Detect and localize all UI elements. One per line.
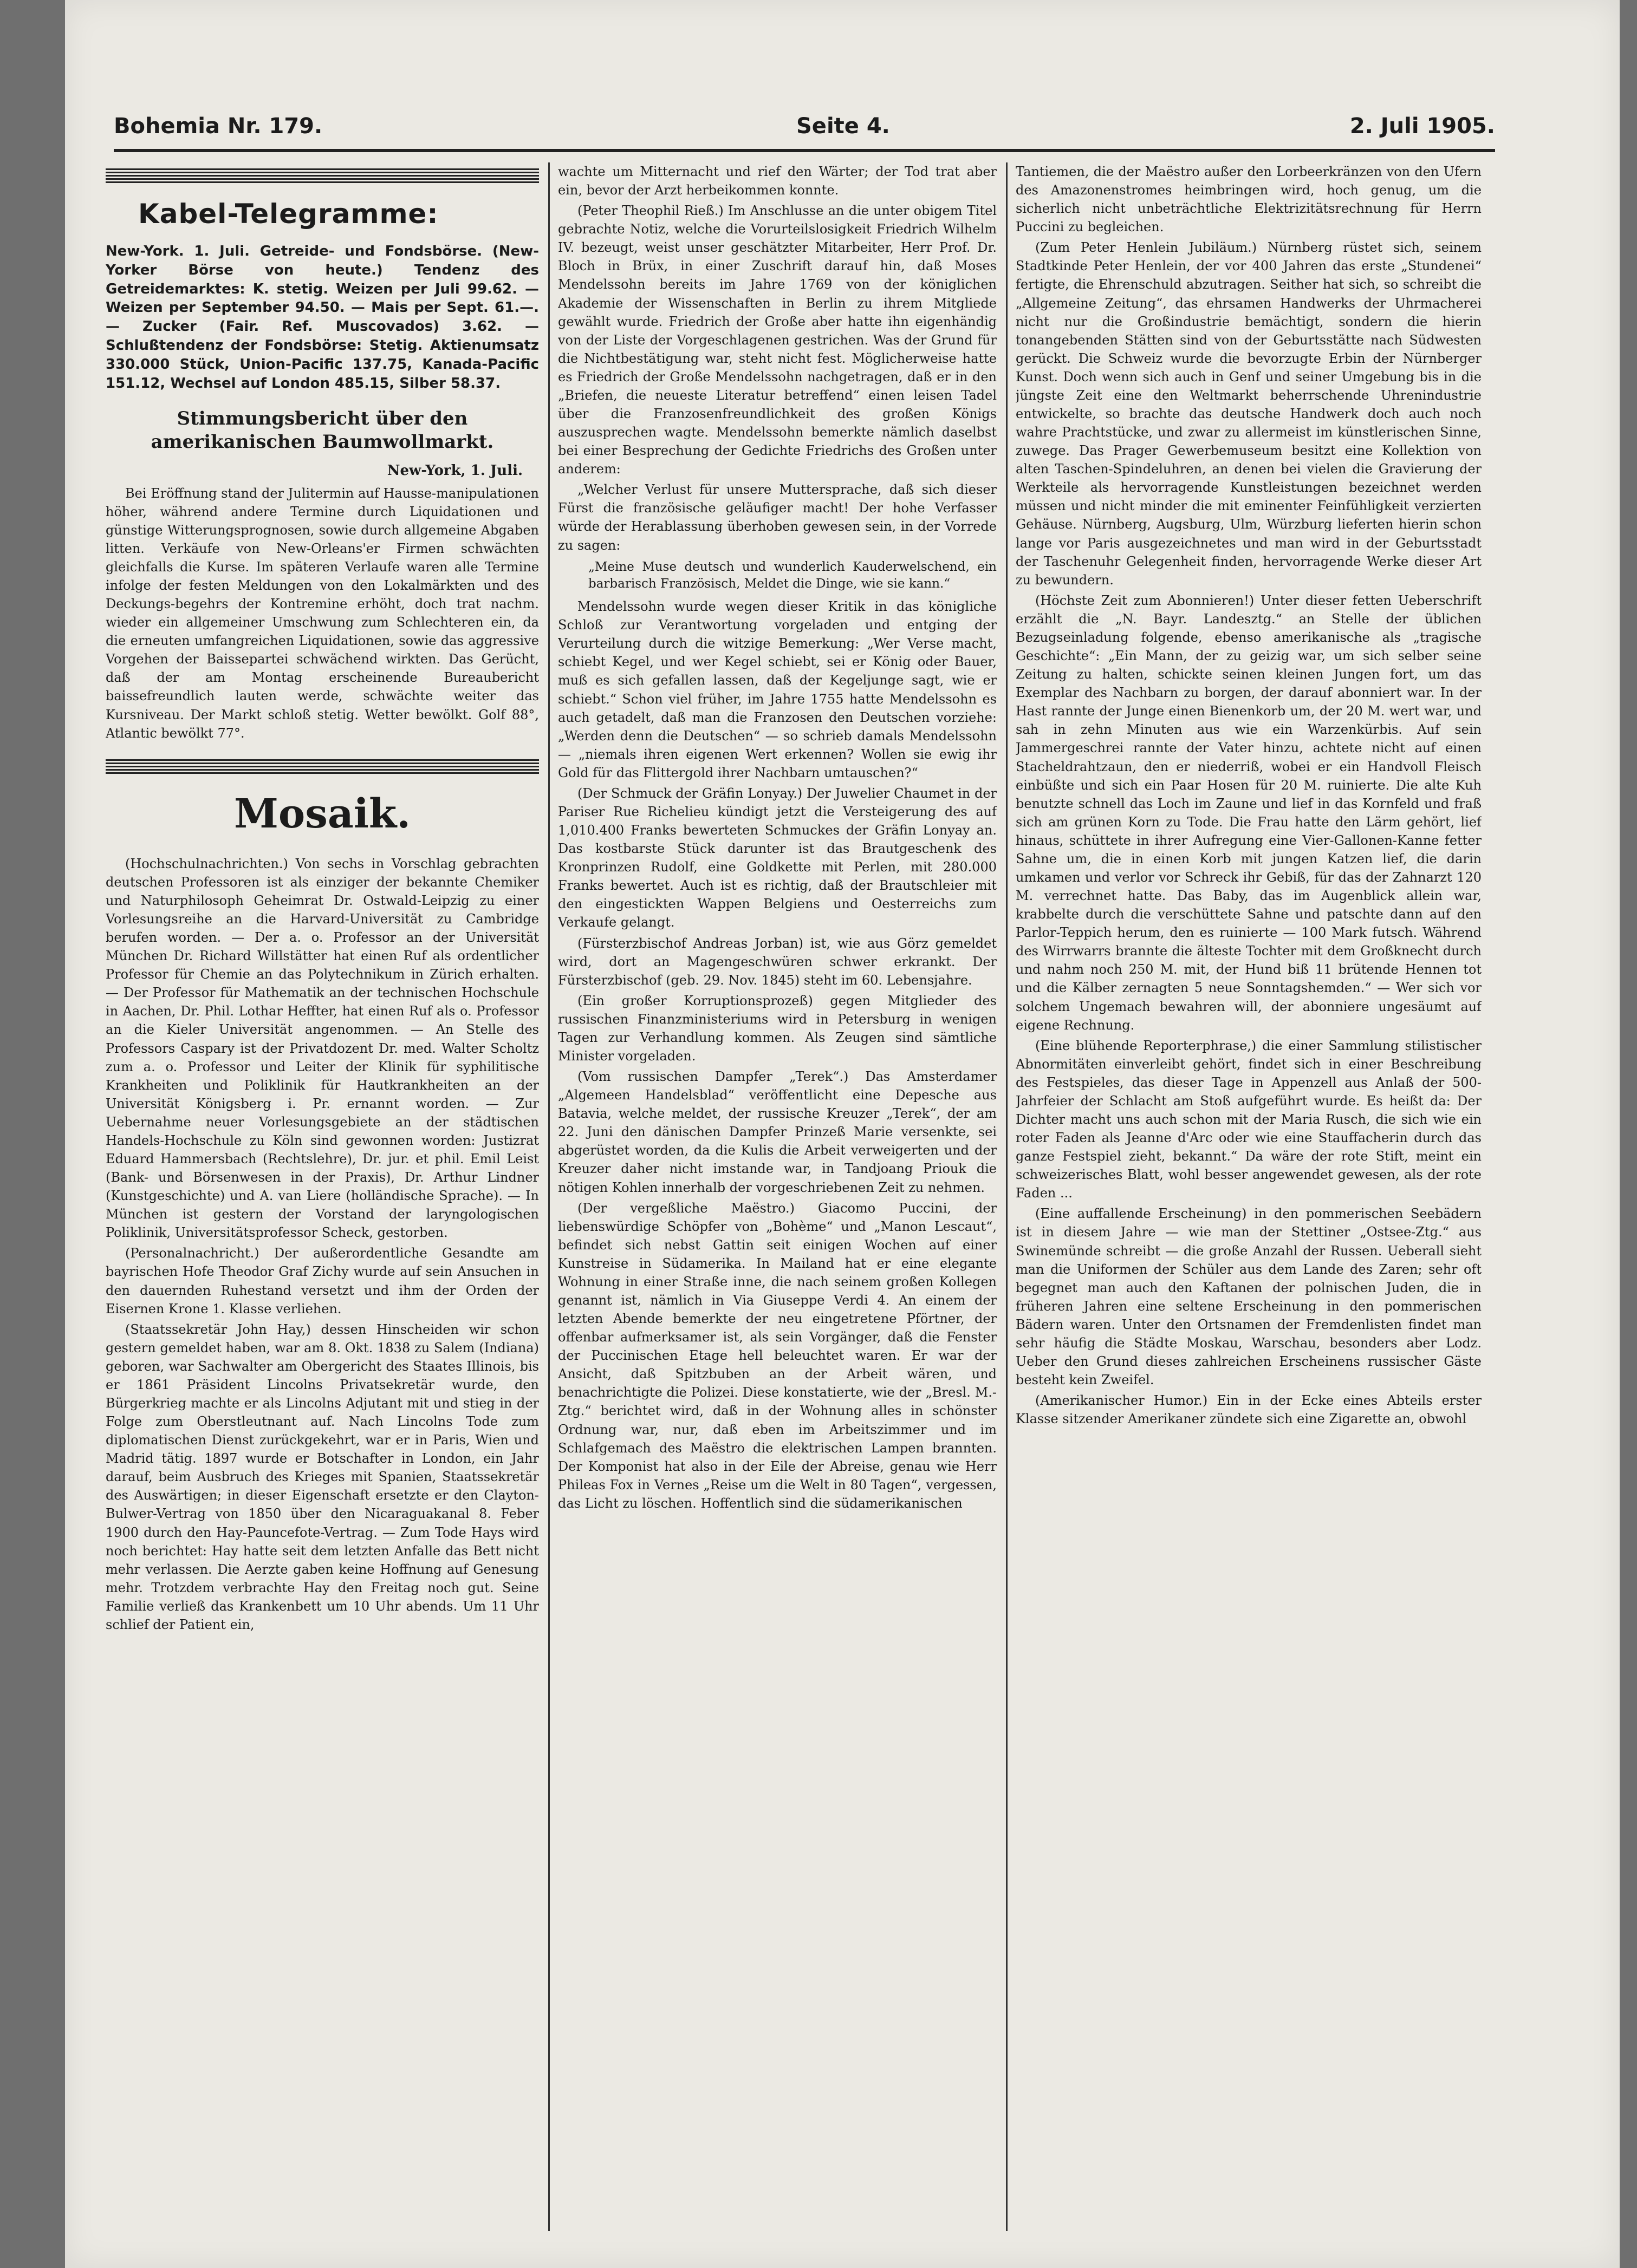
baumwolle-dateline: New-York, 1. Juli.	[387, 462, 523, 479]
article-peter-theophil-riess: (Peter Theophil Rieß.) Im Anschlusse an die unter obigem Titel gebrachte Notiz, welche die Vorurteilslosigkeit Friedrich Wilhelm IV. bezeugt, weist unser geschätzter Mitarbeiter, Herr Prof. Dr. Bloch in Brüx, in einer Zuschrift darauf hin, daß Moses Mendelssohn bereits im Jahre 1769 von der königlichen Akademie der Wissenschaften in Berlin zu ihrem Mitgliede gewählt wurde. Friedrich der Große aber hatte ihn eigenhändig von der Liste der Vorgeschlagenen gestrichen. Was der Grund für die Nichtbestätigung war, steht nicht fest. Möglicherweise hatte es Friedrich der Große Mendelssohn nachgetragen, daß er in den „Briefen, die neueste Literatur betreffend“ einen leisen Tadel über die Franzosenfreundlichkeit des großen Königs auszusprechen wagte. Mendelssohn bemerkte nämlich daselbst bei einer Besprechung der Gedichte Friedrichs des Großen unter anderem:	[558, 203, 997, 477]
article-auffallende-erscheinung: (Eine auffallende Erscheinung) in den pommerischen Seebädern ist in diesem Jahre — wie man der Stettiner „Ostsee-Ztg.“ aus Swinemünde schreibt — die große Anzahl der Russen. Ueberall sieht man die Uniformen der Schüler aus dem Lande des Zaren; sehr oft begegnet man auch den Kaftanen der polnischen Juden, die in früheren Jahren eine seltene Erscheinung in den pommerischen Bädern waren. Unter den Ortsnamen der Fremdenlisten findet man sehr häufig die Städte Moskau, Warschau, besonders aber Lodz. Ueber den Grund dieses zahlreichen Erscheinens russischer Gäste besteht kein Zweifel.	[1016, 1206, 1482, 1388]
column-rule-left	[548, 162, 550, 2231]
article-hochschulnachrichten: (Hochschulnachrichten.) Von sechs in Vorschlag gebrachten deutschen Professoren ist als einziger der bekannte Chemiker und Naturphilosoph Geheimrat Dr. Ostwald-Leipzig zu einer Vorlesungsreihe an die Harvard-Universität zu Cambridge berufen worden. — Der a. o. Professor an der Universität München Dr. Richard Willstätter hat einen Ruf als ordentlicher Professor für Chemie an das Polytechnikum in Zürich erhalten. — Der Professor für Mathematik an der technischen Hochschule in Aachen, Dr. Phil. Lothar Heffter, hat einen Ruf als o. Professor an die Kieler Universität angenommen. — An Stelle des Professors Caspary ist der Privatdozent Dr. med. Walter Scholtz zum a. o. Professor und Leiter der Klinik für syphilitische Krankheiten und Poliklinik für Hautkrankheiten an der Universität Königsberg i. Pr. ernannt worden. — Zur Uebernahme neuer Vorlesungsgebiete an der städtischen Handels-Hochschule zu Köln sind gewonnen worden: Justizrat Eduard Hammersbach (Rechtslehre), Dr. jur. et phil. Emil Leist (Bank- und Börsenwesen in der Praxis), Dr. Arthur Lindner (Kunstgeschichte) und A. van Liere (holländische Sprache). — In München ist gestern der Vorstand der laryngologischen Poliklinik, Universitätsprofessor Scheck, gestorben.	[106, 856, 539, 1241]
article-korruptionsprozess: (Ein großer Korruptionsprozeß) gegen Mitglieder des russischen Finanzministeriums wird in Petersburg in wenigen Tagen zur Verhandlung kommen. Als Zeugen sind sämtliche Minister vorgeladen.	[558, 993, 997, 1064]
quote-muse-verse: „Meine Muse deutsch und wunderlich Kauderwelschend, ein barbarisch Französisch, Meldet die Dinge, wie sie kann.“	[588, 559, 997, 591]
article-schmuck-graefin: (Der Schmuck der Gräfin Lonyay.) Der Juwelier Chaumet in der Pariser Rue Richelieu kündigt jetzt die Versteigerung des auf 1,010.400 Franks bewerteten Schmuckes der Gräfin Lonyay an. Das kostbarste Stück darunter ist das Brautgeschenk des Kronprinzen Rudolf, eine Goldkette mit Perlen, mit 280.000 Franks bewertet. Auch ist es richtig, daß der Brautschleier mit den eingestickten Wappen Belgiens und Oesterreichs zum Verkaufe gelangt.	[558, 785, 997, 930]
hatched-rule	[106, 759, 539, 774]
article-fuersterzbischof: (Fürsterzbischof Andreas Jorban) ist, wie aus Görz gemeldet wird, dort an Magengeschwüren schwer erkrankt. Der Fürsterzbischof (geb. 29. Nov. 1845) steht im 60. Lebensjahre.	[558, 935, 997, 988]
column-2	[558, 162, 997, 2231]
header-publication: Bohemia Nr. 179.	[114, 114, 323, 139]
article-peter-henlein: (Zum Peter Henlein Jubiläum.) Nürnberg rüstet sich, seinem Stadtkinde Peter Henlein, der vor 400 Jahren das erste „Stundenei“ fertigte, die Ehrenschuld abzutragen. Seither hat sich, so schreibt die „Allgemeine Zeitung“, das ehrsamen Handwerks der Uhrmacherei nicht nur die Großindustrie bemächtigt, sondern die hierin tonangebenden Stätten sind von der Geburtsstätte nach Südwesten gerückt. Die Schweiz wurde die bevorzugte Erbin der Nürnberger Kunst. Doch wenn sich auch in Genf und seiner Umgebung bis in die jüngste Zeit eine den Weltmarkt beherrschende Uhrenindustrie entwickelte, so brachte das deutsche Handwerk doch auch noch wahre Prachtstücke, und zwar zu allermeist im künstlerischen Sinne, zuwege. Das Prager Gewerbemuseum besitzt eine Kollektion von alten Taschen-Spindeluhren, an denen bei vielen die Gravierung der Werkteile als hervorragende Kunstleistungen bezeichnet werden müssen und nicht minder die mit eminenter Feinfühligkeit verzierten Gehäuse. Nürnberg, Augsburg, Ulm, Würzburg lieferten hierin schon lange vor Paris ausgezeichnetes und man wird in der Geburtsstadt der Taschenuhr Gelegenheit finden, hervorragende Werke dieser Art zu bewundern.	[1016, 240, 1482, 588]
quote-muttersprache: „Welcher Verlust für unsere Muttersprache, daß sich dieser Fürst die französische geläufiger macht! Der hohe Verfasser würde der Herablassung überhoben gewesen sein, in der Vorrede zu sagen:	[558, 482, 997, 553]
kabel-telegramme-title: Kabel-Telegramme:	[138, 198, 439, 230]
column-rule-right	[1006, 162, 1008, 2231]
article-russischer-dampfer: (Vom russischen Dampfer „Terek“.) Das Amsterdamer „Algemeen Handelsblad“ veröffentlicht eine Depesche aus Batavia, welche meldet, der russische Kreuzer „Terek“, der am 22. Juni den dänischen Dampfer Prinzeß Marie versenkte, sei abgerüstet worden, da die Kulis die Arbeit verweigerten und der Kreuzer daher nicht imstande war, in Tandjoang Priouk die nötigen Kohlen innerhalb der vorgeschriebenen Zeit zu nehmen.	[558, 1069, 997, 1195]
mosaik-title: Mosaik.	[233, 790, 411, 837]
article-reporterphrase: (Eine blühende Reporterphrase,) die einer Sammlung stilistischer Abnormitäten einverleibt gehört, findet sich in einer Beschreibung des Festspieles, das dieser Tage in Appenzell aus Anlaß der 500-Jahrfeier der Schlacht am Stoß aufgeführt wurde. Es heißt da: Der Dichter macht uns auch schon mit der Maria Rusch, die sich wie ein roter Faden als Jeanne d'Arc oder wie eine Stauffacherin durch das ganze Festspiel zieht, bekannt.“ Da wäre der rote Stift, meint ein schweizerisches Blatt, wohl besser angewendet gewesen, als der rote Faden ...	[1016, 1038, 1482, 1201]
article-john-hay-continued: wachte um Mitternacht und rief den Wärter; der Tod trat aber ein, bevor der Arzt herbeikommen konnte.	[558, 164, 997, 198]
article-abonnieren: (Höchste Zeit zum Abonnieren!) Unter dieser fetten Ueberschrift erzählt die „N. Bayr. Landesztg.“ an Stelle der üblichen Bezugseinladung folgende, ebenso amerikanische als „tragische Geschichte“: „Ein Mann, der zu geizig war, um sich selber seine Zeitung zu halten, schickte seinen kleinen Jungen fort, um das Exemplar des Nachbarn zu borgen, der darauf abonniert war. In der Hast rannte der Junge einen Bienenkorb um, der 20 M. wert war, und sah in zehn Minuten aus wie ein Warzenkürbis. Auf sein Jammergeschrei rannte der Vater hinzu, achtete nicht auf einen Stacheldrahtzaun, den er niederriß, wobei er ein Handvoll Fleisch einbüßte und sich ein Paar Hosen für 20 M. ruinierte. Die alte Kuh benutzte schnell das Loch im Zaune und lief in das Kornfeld und fraß sich am grünen Korn zu Tode. Die Frau hatte den Lärm gehört, lief hinaus, schüttete in ihrer Aufregung eine Vier-Gallonen-Kanne fetter Sahne um, die in einen Korb mit jungen Katzen lief, die darin umkamen und verlor vor Schreck ihr Gebiß, für das der Zahnarzt 120 M. verrechnet hatte. Das Baby, das im Augenblick allein war, krabbelte durch die verschüttete Sahne und patschte dann auf den Parlor-Teppich herum, den es ruinierte — 100 Mark futsch. Während des Wirrwarrs brannte die älteste Tochter mit dem Großknecht durch und nahm noch 250 M. mit, der Hund biß 11 brütende Hennen tot und die Kälber zernagten 5 neue Sonntagshemden.“ — Wer sich vor solchem Ungemach bewahren will, der abonniere ungesäumt auf eigene Rechnung.	[1016, 592, 1482, 1033]
hatched-rule	[106, 168, 539, 183]
header-page-number: Seite 4.	[796, 114, 890, 139]
article-maestro-continued: Tantiemen, die der Maëstro außer den Lorbeerkränzen von den Ufern des Amazonenstromes heimbringen wird, hoch genug, um die sicherlich nicht unbeträchtliche Elektrizitätsrechnung für Herrn Puccini zu begleichen.	[1016, 164, 1482, 235]
baumwolle-title: Stimmungsbericht über den amerikanischen Baumwollmarkt.	[151, 407, 494, 453]
header-date: 2. Juli 1905.	[1349, 114, 1495, 139]
column-1	[106, 162, 539, 2231]
article-vergesslicher-maestro: (Der vergeßliche Maëstro.) Giacomo Puccini, der liebenswürdige Schöpfer von „Bohème“ und „Manon Lescaut“, befindet sich nebst Gattin seit einigen Wochen auf einer Kunstreise in Südamerika. In Mailand hat er eine elegante Wohnung in einer Straße inne, die nach seinem großen Kollegen genannt ist, nämlich in Via Giuseppe Verdi 4. An einem der letzten Abende bemerkte der neu eingetretene Pförtner, der offenbar aufmerksamer ist, als sein Vorgänger, daß die Fenster der Puccinischen Etage hell beleuchtet waren. Er war der Ansicht, daß Spitzbuben an der Arbeit wären, und benachrichtigte die Polizei. Diese konstatierte, wie der „Bresl. M.-Ztg.“ berichtet wird, daß in der Wohnung alles in schönster Ordnung war, nur, daß eben im Arbeitszimmer und im Schlafgemach des Maëstro die elektrischen Lampen brannten. Der Komponist hat also in der Eile der Abreise, genau wie Herr Phileas Fox in Vernes „Reise um die Welt in 80 Tagen“, vergessen, das Licht zu löschen. Hoffentlich sind die südamerikanischen	[558, 1200, 997, 1511]
article-john-hay: (Staatssekretär John Hay,) dessen Hinscheiden wir schon gestern gemeldet haben, war am 8. Okt. 1838 zu Salem (Indiana) geboren, war Sachwalter am Obergericht des Staates Illinois, bis er 1861 Präsident Lincolns Privatsekretär wurde, den Bürgerkrieg machte er als Lincolns Adjutant mit und stieg in der Folge zum Oberstleutnant auf. Nach Lincolns Tode zum diplomatischen Dienst zurückgekehrt, war er in Paris, Wien und Madrid tätig. 1897 wurde er Botschafter in London, ein Jahr darauf, beim Ausbruch des Krieges mit Spanien, Staatssekretär des Auswärtigen; in dieser Eigenschaft ersetzte er den Clayton-Bulwer-Vertrag von 1850 über den Nicaraguakanal 8. Feber 1900 durch den Hay-Pauncefote-Vertrag. — Zum Tode Hays wird noch berichtet: Hay hatte seit dem letzten Anfalle das Bett nicht mehr verlassen. Die Aerzte gaben keine Hoffnung auf Genesung mehr. Trotzdem verbrachte Hay den Freitag noch gut. Seine Familie verließ das Krankenbett um 10 Uhr abends. Um 11 Uhr schlief der Patient ein,	[106, 1321, 539, 1632]
column-3	[1016, 162, 1482, 2231]
article-amerikanischer-humor: (Amerikanischer Humor.) Ein in der Ecke eines Abteils erster Klasse sitzender Amerikaner zündete sich eine Zigarette an, obwohl	[1016, 1393, 1482, 1427]
page-header	[114, 108, 1495, 152]
kabel-telegramme-text: New-York. 1. Juli. Getreide- und Fondsbörse. (New-Yorker Börse von heute.) Tendenz des Getreidemarktes: K. stetig. Weizen per Juli 99.62. — Weizen per September 94.50. — Mais per Sept. 61.—. — Zucker (Fair. Ref. Muscovados) 3.62. — Schlußtendenz der Fondsbörse: Stetig. Aktienumsatz 330.000 Stück, Union-Pacific 137.75, Kanada-Pacific 151.12, Wechsel auf London 485.15, Silber 58.37.	[106, 243, 539, 392]
baumwolle-text: Bei Eröffnung stand der Julitermin auf Hausse-manipulationen höher, während andere Termine durch Liquidationen und günstige Witterungsprognosen, sowie durch allgemeine Abgaben litten. Verkäufe von New-Orleans'er Firmen schwächten gleichfalls die Kurse. Im späteren Verlaufe waren alle Termine infolge der festen Meldungen von den Lokalmärkten und des Deckungs-begehrs der Kontremine erhöht, doch trat nachm. wieder ein allgemeiner Umschwung zum Schlechteren ein, da die erneuten umfangreichen Liquidationen, sowie das aggressive Vorgehen der Baissepartei schwächend wirkten. Das Gerücht, daß der am Montag erscheinende Bureaubericht baissefreundlich lauten werde, schwächte weiter das Kursniveau. Der Markt schloß stetig. Wetter bewölkt. Golf 88°, Atlantic bewölkt 77°.	[106, 485, 539, 741]
article-personalnachricht: (Personalnachricht.) Der außerordentliche Gesandte am bayrischen Hofe Theodor Graf Zichy wurde auf sein Ansuchen in den dauernden Ruhestand versetzt und ihm der Orden der Eisernen Krone 1. Klasse verliehen.	[106, 1246, 539, 1317]
article-mendelssohn: Mendelssohn wurde wegen dieser Kritik in das königliche Schloß zur Verantwortung vorgeladen und entging der Verurteilung durch die witzige Bemerkung: „Wer Verse macht, schiebt Kegel, und wer Kegel schiebt, sei er König oder Bauer, muß es sich gefallen lassen, daß der Kegeljunge sagt, wie er schiebt.“ Schon viel früher, im Jahre 1755 hatte Mendelssohn es auch getadelt, daß man die Franzosen den Deutschen vorziehe: „Werden denn die Deutschen“ — so schrieb damals Mendelssohn — „niemals ihren eigenen Wert erkennen? Wollen sie ewig ihr Gold für das Flittergold ihrer Nachbarn umtauschen?“	[558, 599, 997, 780]
